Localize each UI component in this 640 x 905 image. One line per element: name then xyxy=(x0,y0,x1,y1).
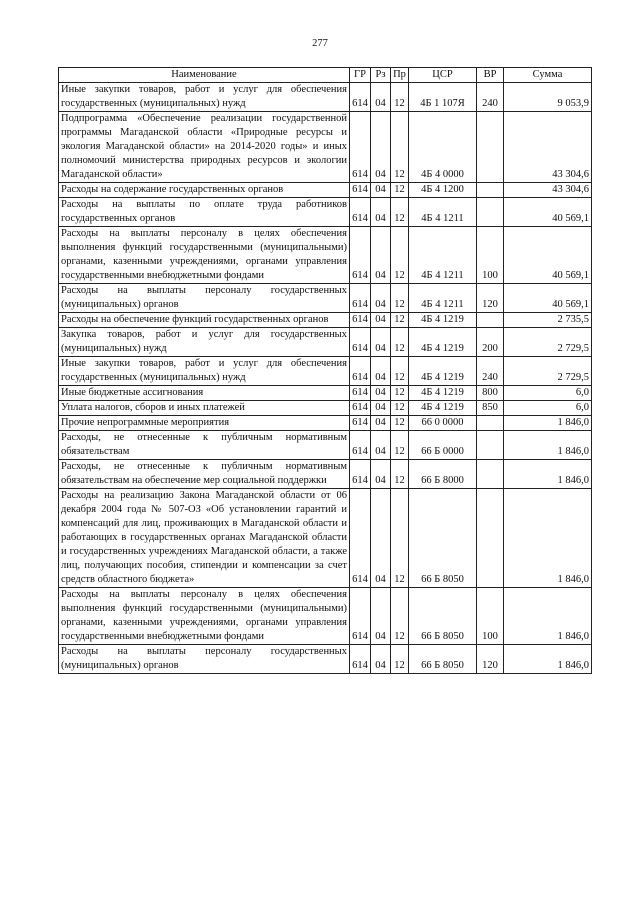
row-name: Расходы на реализацию Закона Магаданской области от 06 декабря 2004 года № 507-ОЗ «Об установлении гарантий и компенсаций для лиц, проживающих в Магаданской области и работающих в государственных органах Магаданской области и государственных учреждениях Магаданской области, а также лиц, получающих пособия, стипендии и компенсации за счет средств областного бюджета» xyxy=(59,489,350,588)
row-csr: 66 Б 8050 xyxy=(409,588,477,645)
row-vr xyxy=(477,313,504,328)
col-header-pr: Пр xyxy=(391,68,409,83)
row-rz: 04 xyxy=(371,460,391,489)
row-gr: 614 xyxy=(350,416,371,431)
row-csr: 4Б 4 1219 xyxy=(409,386,477,401)
row-csr: 66 Б 8000 xyxy=(409,460,477,489)
row-vr: 240 xyxy=(477,357,504,386)
row-csr: 4Б 4 1211 xyxy=(409,198,477,227)
row-pr: 12 xyxy=(391,313,409,328)
row-sum: 1 846,0 xyxy=(504,431,592,460)
col-header-csr: ЦСР xyxy=(409,68,477,83)
row-csr: 4Б 4 1211 xyxy=(409,227,477,284)
table-row xyxy=(59,416,592,431)
row-csr: 4Б 4 1219 xyxy=(409,401,477,416)
row-sum: 2 729,5 xyxy=(504,328,592,357)
row-sum: 40 569,1 xyxy=(504,227,592,284)
row-vr xyxy=(477,460,504,489)
table-row xyxy=(59,183,592,198)
row-vr xyxy=(477,489,504,588)
row-csr: 4Б 4 0000 xyxy=(409,112,477,183)
row-vr: 800 xyxy=(477,386,504,401)
row-gr: 614 xyxy=(350,357,371,386)
row-sum: 1 846,0 xyxy=(504,588,592,645)
table-row xyxy=(59,386,592,401)
row-name: Расходы, не отнесенные к публичным нормативным обязательствам на обеспечение мер социальной поддержки xyxy=(59,460,350,489)
row-csr: 4Б 4 1219 xyxy=(409,328,477,357)
row-gr: 614 xyxy=(350,489,371,588)
row-rz: 04 xyxy=(371,645,391,674)
row-gr: 614 xyxy=(350,227,371,284)
row-rz: 04 xyxy=(371,489,391,588)
row-rz: 04 xyxy=(371,588,391,645)
row-name: Расходы на выплаты персоналу государственных (муниципальных) органов xyxy=(59,645,350,674)
table-row xyxy=(59,357,592,386)
row-csr: 4Б 4 1200 xyxy=(409,183,477,198)
row-rz: 04 xyxy=(371,83,391,112)
table-row xyxy=(59,401,592,416)
row-sum: 1 846,0 xyxy=(504,416,592,431)
row-pr: 12 xyxy=(391,588,409,645)
row-name: Прочие непрограммные мероприятия xyxy=(59,416,350,431)
row-csr: 66 Б 8050 xyxy=(409,645,477,674)
row-pr: 12 xyxy=(391,198,409,227)
row-name: Расходы на выплаты персоналу в целях обеспечения выполнения функций государственными (муниципальными) органами, казенными учреждениями, органами управления государственными внебюджетными фондами xyxy=(59,227,350,284)
row-pr: 12 xyxy=(391,284,409,313)
row-gr: 614 xyxy=(350,183,371,198)
row-csr: 66 Б 8050 xyxy=(409,489,477,588)
page-number: 277 xyxy=(312,38,328,49)
row-sum: 43 304,6 xyxy=(504,183,592,198)
table-row xyxy=(59,328,592,357)
row-rz: 04 xyxy=(371,198,391,227)
row-gr: 614 xyxy=(350,313,371,328)
row-rz: 04 xyxy=(371,431,391,460)
row-pr: 12 xyxy=(391,460,409,489)
col-header-sum: Сумма xyxy=(504,68,592,83)
row-csr: 4Б 1 107Я xyxy=(409,83,477,112)
row-pr: 12 xyxy=(391,401,409,416)
row-vr: 120 xyxy=(477,284,504,313)
row-name: Уплата налогов, сборов и иных платежей xyxy=(59,401,350,416)
row-csr: 66 Б 0000 xyxy=(409,431,477,460)
table-body xyxy=(59,83,592,674)
row-gr: 614 xyxy=(350,431,371,460)
row-vr: 100 xyxy=(477,588,504,645)
row-name: Расходы на содержание государственных органов xyxy=(59,183,350,198)
row-gr: 614 xyxy=(350,401,371,416)
row-csr: 4Б 4 1219 xyxy=(409,313,477,328)
budget-table xyxy=(58,67,592,674)
row-pr: 12 xyxy=(391,386,409,401)
row-csr: 4Б 4 1219 xyxy=(409,357,477,386)
row-sum: 6,0 xyxy=(504,401,592,416)
table-row xyxy=(59,284,592,313)
row-rz: 04 xyxy=(371,401,391,416)
table-row xyxy=(59,313,592,328)
table-row xyxy=(59,460,592,489)
row-vr: 240 xyxy=(477,83,504,112)
row-gr: 614 xyxy=(350,112,371,183)
row-vr: 850 xyxy=(477,401,504,416)
row-pr: 12 xyxy=(391,416,409,431)
row-pr: 12 xyxy=(391,183,409,198)
table-header xyxy=(59,68,592,83)
table-row xyxy=(59,198,592,227)
row-name: Расходы на обеспечение функций государственных органов xyxy=(59,313,350,328)
row-sum: 1 846,0 xyxy=(504,460,592,489)
row-vr: 120 xyxy=(477,645,504,674)
row-vr xyxy=(477,112,504,183)
row-rz: 04 xyxy=(371,416,391,431)
row-csr: 4Б 4 1211 xyxy=(409,284,477,313)
row-pr: 12 xyxy=(391,645,409,674)
row-vr xyxy=(477,431,504,460)
row-sum: 2 735,5 xyxy=(504,313,592,328)
row-gr: 614 xyxy=(350,386,371,401)
row-rz: 04 xyxy=(371,357,391,386)
row-pr: 12 xyxy=(391,83,409,112)
row-name: Закупка товаров, работ и услуг для государственных (муниципальных) нужд xyxy=(59,328,350,357)
row-pr: 12 xyxy=(391,328,409,357)
row-vr xyxy=(477,416,504,431)
row-sum: 43 304,6 xyxy=(504,112,592,183)
row-pr: 12 xyxy=(391,357,409,386)
row-name: Расходы на выплаты персоналу в целях обеспечения выполнения функций государственными (муниципальными) органами, казенными учреждениями, органами управления государственными внебюджетными фондами xyxy=(59,588,350,645)
table-row xyxy=(59,83,592,112)
row-rz: 04 xyxy=(371,313,391,328)
row-rz: 04 xyxy=(371,183,391,198)
row-gr: 614 xyxy=(350,460,371,489)
row-rz: 04 xyxy=(371,328,391,357)
row-name: Расходы, не отнесенные к публичным нормативным обязательствам xyxy=(59,431,350,460)
row-name: Иные закупки товаров, работ и услуг для обеспечения государственных (муниципальных) нужд xyxy=(59,83,350,112)
row-sum: 2 729,5 xyxy=(504,357,592,386)
row-vr xyxy=(477,198,504,227)
row-rz: 04 xyxy=(371,112,391,183)
row-rz: 04 xyxy=(371,386,391,401)
table-row xyxy=(59,431,592,460)
col-header-vr: ВР xyxy=(477,68,504,83)
row-sum: 40 569,1 xyxy=(504,198,592,227)
row-gr: 614 xyxy=(350,198,371,227)
table-row xyxy=(59,112,592,183)
row-pr: 12 xyxy=(391,227,409,284)
row-name: Расходы на выплаты персоналу государственных (муниципальных) органов xyxy=(59,284,350,313)
table-row xyxy=(59,645,592,674)
col-header-gr: ГР xyxy=(350,68,371,83)
col-header-rz: Рз xyxy=(371,68,391,83)
row-sum: 9 053,9 xyxy=(504,83,592,112)
row-rz: 04 xyxy=(371,227,391,284)
row-pr: 12 xyxy=(391,431,409,460)
row-vr: 100 xyxy=(477,227,504,284)
col-header-name: Наименование xyxy=(59,68,350,83)
row-name: Подпрограмма «Обеспечение реализации государственной программы Магаданской области «Природные ресурсы и экология Магаданской области» на 2014-2020 годы» и иных полномочий министерства природных ресурсов и экологии Магаданской области» xyxy=(59,112,350,183)
row-gr: 614 xyxy=(350,588,371,645)
row-sum: 6,0 xyxy=(504,386,592,401)
header-row xyxy=(59,68,592,83)
row-sum: 1 846,0 xyxy=(504,645,592,674)
row-gr: 614 xyxy=(350,284,371,313)
row-vr xyxy=(477,183,504,198)
row-vr: 200 xyxy=(477,328,504,357)
table-row xyxy=(59,489,592,588)
row-gr: 614 xyxy=(350,645,371,674)
row-rz: 04 xyxy=(371,284,391,313)
row-gr: 614 xyxy=(350,328,371,357)
row-name: Иные бюджетные ассигнования xyxy=(59,386,350,401)
row-gr: 614 xyxy=(350,83,371,112)
row-pr: 12 xyxy=(391,112,409,183)
row-name: Иные закупки товаров, работ и услуг для обеспечения государственных (муниципальных) нужд xyxy=(59,357,350,386)
table-row xyxy=(59,588,592,645)
row-csr: 66 0 0000 xyxy=(409,416,477,431)
row-sum: 1 846,0 xyxy=(504,489,592,588)
row-pr: 12 xyxy=(391,489,409,588)
table-row xyxy=(59,227,592,284)
row-name: Расходы на выплаты по оплате труда работников государственных органов xyxy=(59,198,350,227)
row-sum: 40 569,1 xyxy=(504,284,592,313)
